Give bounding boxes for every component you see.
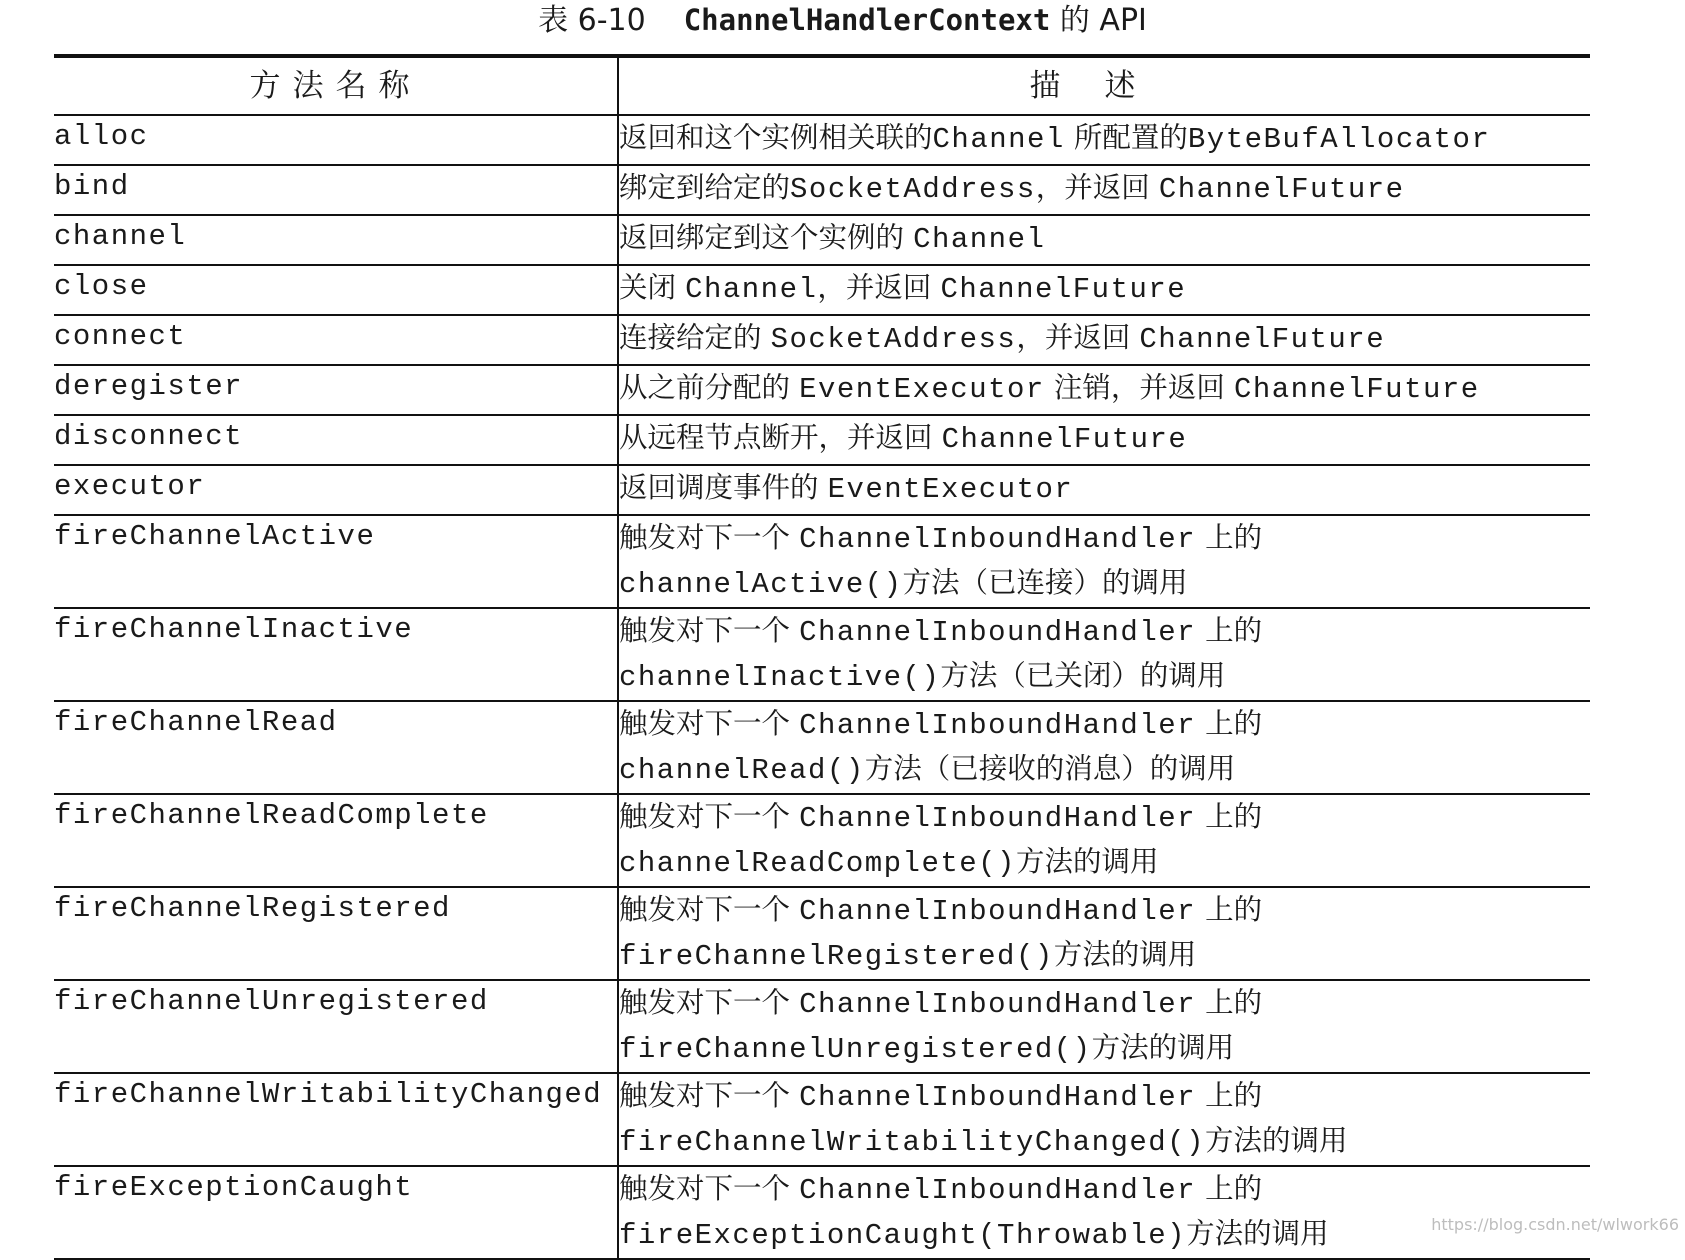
- description-line: [619, 116, 1590, 161]
- code-term: ChannelInboundHandler: [799, 616, 1197, 649]
- method-name: disconnect: [54, 415, 618, 465]
- method-description: [618, 515, 1590, 608]
- code-term: ChannelInboundHandler: [799, 523, 1197, 556]
- description-line: [619, 1026, 1590, 1071]
- method-name: fireExceptionCaught: [54, 1166, 618, 1259]
- method-description: [618, 165, 1590, 215]
- description-line: [619, 1167, 1590, 1212]
- method-name: fireChannelInactive: [54, 608, 618, 701]
- description-text: 返回和这个实例相关联的: [619, 121, 933, 154]
- description-line: [619, 981, 1590, 1026]
- table-row: [54, 265, 1590, 315]
- column-header-description: 描述: [618, 56, 1590, 115]
- code-term: channelRead(): [619, 754, 865, 787]
- table-row: [54, 1166, 1590, 1259]
- table-row: [54, 701, 1590, 794]
- table-row: [54, 887, 1590, 980]
- description-text: 注销，并返回: [1044, 371, 1234, 404]
- method-description: [618, 1166, 1590, 1259]
- method-name: fireChannelWritabilityChanged: [54, 1073, 618, 1166]
- code-term: channelInactive(): [619, 661, 941, 694]
- description-line: [619, 416, 1590, 461]
- description-text: 关闭: [619, 271, 686, 304]
- description-line: [619, 561, 1590, 606]
- method-description: [618, 980, 1590, 1073]
- watermark: https://blog.csdn.net/wlwork66: [1431, 1215, 1679, 1234]
- table-row: [54, 515, 1590, 608]
- method-description: [618, 415, 1590, 465]
- method-name: fireChannelRegistered: [54, 887, 618, 980]
- code-term: fireExceptionCaught(Throwable): [619, 1219, 1187, 1252]
- method-name: fireChannelReadComplete: [54, 794, 618, 887]
- description-text: 触发对下一个: [619, 986, 800, 1019]
- code-term: ChannelInboundHandler: [799, 988, 1197, 1021]
- description-line: [619, 466, 1590, 511]
- description-text: ，并返回: [817, 271, 941, 304]
- code-term: Channel: [685, 273, 818, 306]
- code-term: EventExecutor: [799, 373, 1045, 406]
- method-name: alloc: [54, 115, 618, 165]
- code-term: Channel: [913, 223, 1046, 256]
- description-text: 触发对下一个: [619, 893, 800, 926]
- description-line: [619, 933, 1590, 978]
- description-text: 上的: [1196, 800, 1263, 833]
- code-term: SocketAddress: [790, 173, 1036, 206]
- column-header-method: 方法名称: [54, 56, 618, 115]
- description-line: [619, 366, 1590, 411]
- description-text: 连接给定的: [619, 321, 771, 354]
- description-line: [619, 747, 1590, 792]
- description-text: 绑定到给定的: [619, 171, 791, 204]
- description-line: [619, 316, 1590, 361]
- description-text: ，并返回: [1035, 171, 1159, 204]
- code-term: Channel: [932, 123, 1065, 156]
- description-line: [619, 795, 1590, 840]
- description-text: 触发对下一个: [619, 1079, 800, 1112]
- table-row: [54, 165, 1590, 215]
- code-term: ChannelFuture: [1158, 173, 1405, 206]
- code-term: ChannelFuture: [940, 273, 1187, 306]
- description-text: 方法（已连接）的调用: [902, 566, 1188, 599]
- method-name: bind: [54, 165, 618, 215]
- description-text: 方法的调用: [1205, 1124, 1348, 1157]
- method-name: close: [54, 265, 618, 315]
- method-name: fireChannelUnregistered: [54, 980, 618, 1073]
- description-text: ，并返回: [1016, 321, 1140, 354]
- method-name: connect: [54, 315, 618, 365]
- method-description: [618, 465, 1590, 515]
- description-line: [619, 166, 1590, 211]
- description-line: [619, 702, 1590, 747]
- description-line: [619, 840, 1590, 885]
- description-text: 返回绑定到这个实例的: [619, 221, 914, 254]
- description-text: 从远程节点断开，并返回: [619, 421, 942, 454]
- method-description: [618, 215, 1590, 265]
- description-line: [619, 216, 1590, 261]
- method-name: fireChannelActive: [54, 515, 618, 608]
- method-description: [618, 365, 1590, 415]
- table-row: [54, 980, 1590, 1073]
- api-table: [54, 54, 1590, 1260]
- table-row: [54, 465, 1590, 515]
- table-number: 表 6-10: [538, 3, 646, 38]
- description-line: [619, 654, 1590, 699]
- description-text: 方法（已接收的消息）的调用: [864, 752, 1236, 785]
- description-text: 所配置的: [1064, 121, 1188, 154]
- table-row: [54, 365, 1590, 415]
- code-term: ChannelInboundHandler: [799, 1174, 1197, 1207]
- description-text: 上的: [1196, 614, 1263, 647]
- table-row: [54, 794, 1590, 887]
- method-name: executor: [54, 465, 618, 515]
- description-text: 上的: [1196, 1079, 1263, 1112]
- method-name: deregister: [54, 365, 618, 415]
- description-text: 上的: [1196, 521, 1263, 554]
- code-term: ByteBufAllocator: [1187, 123, 1491, 156]
- code-term: ChannelInboundHandler: [799, 1081, 1197, 1114]
- method-name: fireChannelRead: [54, 701, 618, 794]
- table-row: [54, 115, 1590, 165]
- method-description: [618, 315, 1590, 365]
- description-text: 上的: [1196, 893, 1263, 926]
- method-description: [618, 608, 1590, 701]
- description-line: [619, 266, 1590, 311]
- description-line: [619, 1074, 1590, 1119]
- description-line: [619, 888, 1590, 933]
- description-text: 上的: [1196, 707, 1263, 740]
- description-text: 上的: [1196, 1172, 1263, 1205]
- method-description: [618, 265, 1590, 315]
- description-text: 触发对下一个: [619, 614, 800, 647]
- method-description: [618, 794, 1590, 887]
- description-line: [619, 609, 1590, 654]
- table-row: [54, 1073, 1590, 1166]
- table-row: [54, 215, 1590, 265]
- description-text: 上的: [1196, 986, 1263, 1019]
- method-description: [618, 887, 1590, 980]
- description-line: [619, 1119, 1590, 1164]
- table-row: [54, 415, 1590, 465]
- table-caption: [0, 0, 1685, 44]
- code-term: fireChannelUnregistered(): [619, 1033, 1092, 1066]
- code-term: ChannelFuture: [1139, 323, 1386, 356]
- method-description: [618, 1073, 1590, 1166]
- description-text: 从之前分配的: [619, 371, 800, 404]
- method-description: [618, 701, 1590, 794]
- description-text: 触发对下一个: [619, 800, 800, 833]
- table-body: [54, 115, 1590, 1259]
- method-description: [618, 115, 1590, 165]
- description-text: 触发对下一个: [619, 707, 800, 740]
- code-term: channelReadComplete(): [619, 847, 1016, 880]
- table-title-suffix: 的 API: [1050, 3, 1147, 38]
- description-text: 方法的调用: [1091, 1031, 1235, 1064]
- code-term: SocketAddress: [770, 323, 1017, 356]
- method-name: channel: [54, 215, 618, 265]
- code-term: channelActive(): [619, 568, 903, 601]
- table-row: [54, 315, 1590, 365]
- code-term: fireChannelRegistered(): [619, 940, 1054, 973]
- code-term: ChannelFuture: [941, 423, 1188, 456]
- code-term: ChannelFuture: [1233, 373, 1480, 406]
- table-row: [54, 608, 1590, 701]
- description-text: 方法的调用: [1186, 1217, 1329, 1250]
- description-text: 方法的调用: [1015, 845, 1159, 878]
- description-text: 触发对下一个: [619, 521, 800, 554]
- description-text: 返回调度事件的: [619, 471, 828, 504]
- code-term: fireChannelWritabilityChanged(): [619, 1126, 1205, 1159]
- description-text: 触发对下一个: [619, 1172, 800, 1205]
- code-term: ChannelInboundHandler: [799, 895, 1197, 928]
- description-text: 方法的调用: [1053, 938, 1197, 971]
- code-term: EventExecutor: [827, 473, 1074, 506]
- code-term: ChannelInboundHandler: [799, 709, 1197, 742]
- table-title-class: ChannelHandlerContext: [683, 3, 1051, 37]
- description-text: 方法（已关闭）的调用: [940, 659, 1226, 692]
- header-row: [54, 56, 1590, 115]
- description-line: [619, 516, 1590, 561]
- code-term: ChannelInboundHandler: [799, 802, 1197, 835]
